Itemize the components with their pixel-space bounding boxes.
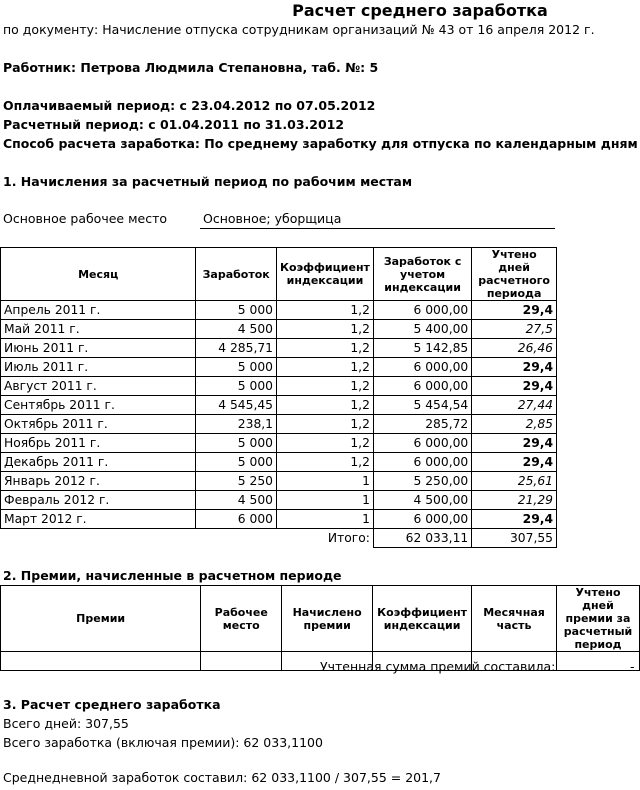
table-row [1, 434, 557, 453]
row-indexed-earnings: 5 400,00 [373, 320, 471, 339]
row-coefficient: 1,2 [277, 301, 374, 320]
bonus-summary-value: - [630, 659, 635, 674]
row-indexed-earnings: 5 142,85 [373, 339, 471, 358]
col-header-indexed-earnings: Заработок с учетом индексации [373, 248, 471, 301]
row-indexed-earnings: 6 000,00 [373, 510, 471, 529]
row-earnings: 5 250 [196, 472, 277, 491]
section2-heading: 2. Премии, начисленные в расчетном периоде [3, 568, 342, 583]
row-earnings: 238,1 [196, 415, 277, 434]
row-earnings: 4 285,71 [196, 339, 277, 358]
document-reference: по документу: Начисление отпуска сотрудникам организаций № 43 от 16 апреля 2012 г. [3, 22, 595, 37]
calc-method-line: Способ расчета заработка: По среднему заработку для отпуска по календарным дням [3, 136, 638, 151]
row-month: Октябрь 2011 г. [1, 415, 196, 434]
row-coefficient: 1 [277, 472, 374, 491]
paid-period-line: Оплачиваемый период: с 23.04.2012 по 07.05.2012 [3, 98, 376, 113]
row-days: 29,4 [472, 453, 557, 472]
row-month: Сентябрь 2011 г. [1, 396, 196, 415]
row-days: 29,4 [472, 358, 557, 377]
row-earnings: 4 545,45 [196, 396, 277, 415]
row-days: 29,4 [472, 301, 557, 320]
table-row [1, 339, 557, 358]
row-indexed-earnings: 6 000,00 [373, 453, 471, 472]
row-indexed-earnings: 6 000,00 [373, 377, 471, 396]
workplace-underline [200, 228, 555, 229]
bonus-summary-label: Учтенная сумма премий составила: [320, 659, 556, 674]
total-days: 307,55 [472, 529, 557, 548]
row-coefficient: 1,2 [277, 377, 374, 396]
row-earnings: 5 000 [196, 358, 277, 377]
row-days: 29,4 [472, 510, 557, 529]
row-month: Май 2011 г. [1, 320, 196, 339]
workplace-value: Основное; уборщица [203, 211, 342, 226]
table-row [1, 377, 557, 396]
row-month: Ноябрь 2011 г. [1, 434, 196, 453]
col-header-coefficient: Коэффициент индексации [277, 248, 374, 301]
row-month: Февраль 2012 г. [1, 491, 196, 510]
row-days: 27,5 [472, 320, 557, 339]
row-month: Август 2011 г. [1, 377, 196, 396]
page-title: Расчет среднего заработка [292, 1, 548, 20]
daily-average-line: Среднедневной заработок составил: 62 033,1100 / 307,55 = 201,7 [3, 770, 441, 785]
row-month: Июнь 2011 г. [1, 339, 196, 358]
bonus-header-coefficient: Коэффициент индексации [373, 586, 472, 652]
total-days-line: Всего дней: 307,55 [3, 716, 129, 731]
row-indexed-earnings: 6 000,00 [373, 301, 471, 320]
total-spacer [1, 529, 196, 548]
bonus-empty-cell [201, 652, 282, 671]
bonus-header-workplace: Рабочее место [201, 586, 282, 652]
table-row [1, 358, 557, 377]
total-label: Итого: [277, 529, 374, 548]
row-coefficient: 1 [277, 491, 374, 510]
row-days: 2,85 [472, 415, 557, 434]
row-indexed-earnings: 5 454,54 [373, 396, 471, 415]
row-coefficient: 1,2 [277, 434, 374, 453]
row-earnings: 4 500 [196, 320, 277, 339]
row-earnings: 4 500 [196, 491, 277, 510]
total-indexed: 62 033,11 [373, 529, 471, 548]
section3-heading: 3. Расчет среднего заработка [3, 697, 221, 712]
row-earnings: 5 000 [196, 301, 277, 320]
bonus-empty-cell [1, 652, 201, 671]
row-month: Январь 2012 г. [1, 472, 196, 491]
col-header-days: Учтено дней расчетного периода [472, 248, 557, 301]
calc-period-line: Расчетный период: с 01.04.2011 по 31.03.2012 [3, 117, 345, 132]
row-coefficient: 1,2 [277, 358, 374, 377]
row-earnings: 5 000 [196, 434, 277, 453]
table-row [1, 415, 557, 434]
col-header-earnings: Заработок [196, 248, 277, 301]
row-month: Июль 2011 г. [1, 358, 196, 377]
employee-line: Работник: Петрова Людмила Степановна, таб. №: 5 [3, 60, 379, 75]
row-indexed-earnings: 6 000,00 [373, 358, 471, 377]
table-row [1, 472, 557, 491]
row-indexed-earnings: 4 500,00 [373, 491, 471, 510]
row-indexed-earnings: 6 000,00 [373, 434, 471, 453]
row-days: 26,46 [472, 339, 557, 358]
row-indexed-earnings: 285,72 [373, 415, 471, 434]
row-month: Март 2012 г. [1, 510, 196, 529]
row-coefficient: 1,2 [277, 453, 374, 472]
row-days: 27,44 [472, 396, 557, 415]
table-row [1, 510, 557, 529]
row-days: 29,4 [472, 377, 557, 396]
row-month: Апрель 2011 г. [1, 301, 196, 320]
bonus-empty-cell [557, 652, 640, 671]
total-spacer [196, 529, 277, 548]
row-days: 25,61 [472, 472, 557, 491]
bonus-header-bonus: Премии [1, 586, 201, 652]
row-coefficient: 1 [277, 510, 374, 529]
table-row [1, 320, 557, 339]
table-row [1, 453, 557, 472]
table-row [1, 396, 557, 415]
table-row [1, 301, 557, 320]
row-month: Декабрь 2011 г. [1, 453, 196, 472]
row-indexed-earnings: 5 250,00 [373, 472, 471, 491]
row-days: 21,29 [472, 491, 557, 510]
bonus-header-accrued: Начислено премии [282, 586, 373, 652]
row-earnings: 6 000 [196, 510, 277, 529]
workplace-label: Основное рабочее место [3, 211, 167, 226]
table-row [1, 491, 557, 510]
row-coefficient: 1,2 [277, 415, 374, 434]
row-coefficient: 1,2 [277, 320, 374, 339]
row-coefficient: 1,2 [277, 396, 374, 415]
bonus-header-monthly-part: Месячная часть [472, 586, 557, 652]
col-header-month: Месяц [1, 248, 196, 301]
row-earnings: 5 000 [196, 377, 277, 396]
accruals-table [0, 247, 557, 548]
row-earnings: 5 000 [196, 453, 277, 472]
total-earnings-line: Всего заработка (включая премии): 62 033,1100 [3, 735, 323, 750]
bonus-header-days: Учтено дней премии за расчетный период [557, 586, 640, 652]
row-coefficient: 1,2 [277, 339, 374, 358]
section1-heading: 1. Начисления за расчетный период по рабочим местам [3, 174, 413, 189]
row-days: 29,4 [472, 434, 557, 453]
